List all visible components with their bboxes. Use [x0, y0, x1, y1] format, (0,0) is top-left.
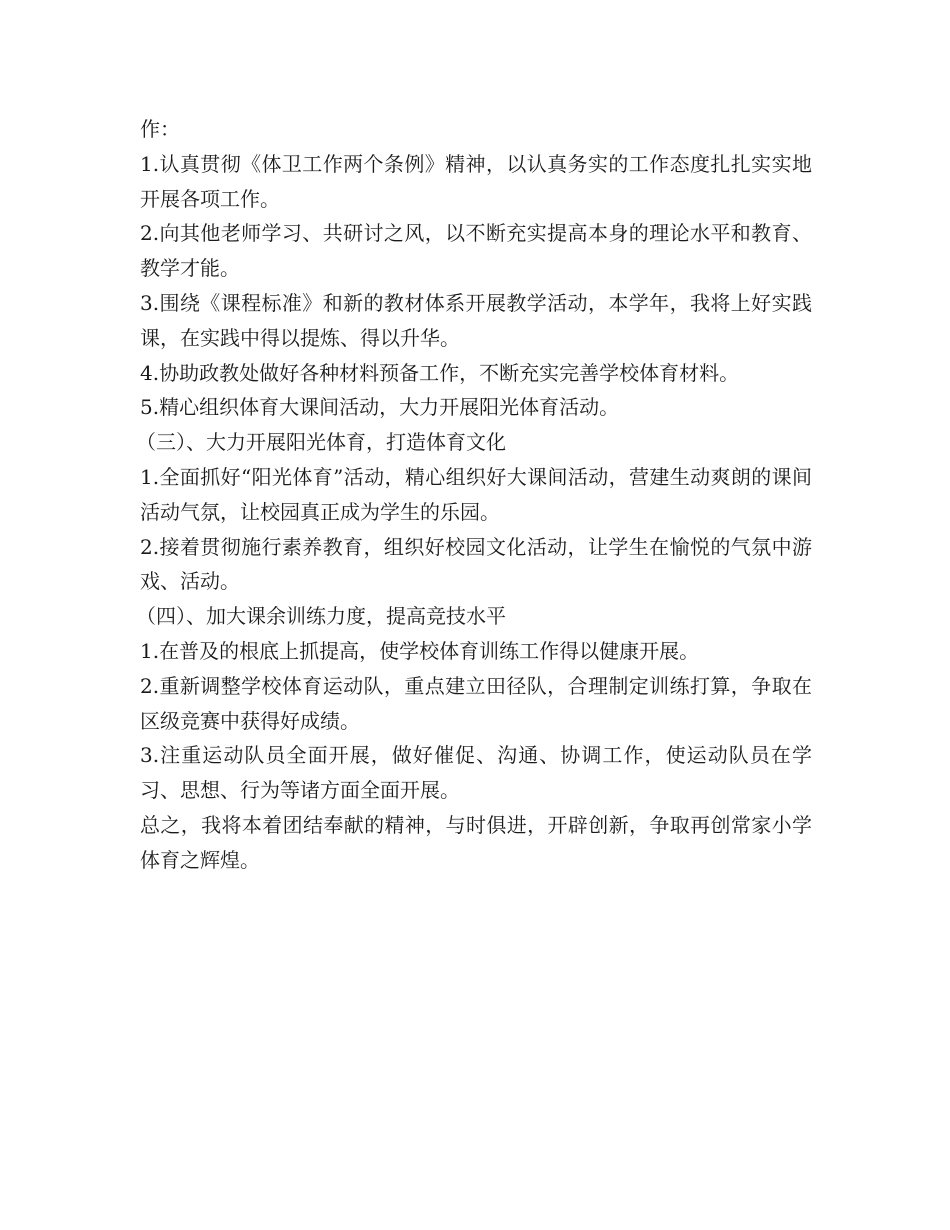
- paragraph-continuation: 作：: [140, 117, 180, 141]
- list-item: 2.接着贯彻施行素养教育，组织好校园文化活动，让学生在愉悦的气氛中游戏、活动。: [140, 534, 812, 594]
- list-item: 5.精心组织体育大课间活动，大力开展阳光体育活动。: [140, 395, 620, 420]
- conclusion-paragraph: 总之，我将本着团结奉献的精神，与时俱进，开辟创新，争取再创常家小学体育之辉煌。: [140, 812, 812, 872]
- list-item: 1.认真贯彻《体卫工作两个条例》精神，以认真务实的工作态度扎扎实实地开展各项工作。: [140, 151, 812, 211]
- list-item: 3.围绕《课程标准》和新的教材体系开展教学活动，本学年，我将上好实践课，在实践中得以提炼、得以升华。: [140, 290, 812, 350]
- document-body: [136, 112, 812, 878]
- list-item: 3.注重运动队员全面开展，做好催促、沟通、协调工作，使运动队员在学习、思想、行为等诸方面全面开展。: [140, 743, 812, 803]
- section-heading-4: （四）、加大课余训练力度，提高竞技水平: [136, 604, 506, 629]
- list-item: 1.在普及的根底上抓提高，使学校体育训练工作得以健康开展。: [140, 638, 700, 663]
- list-item: 1.全面抓好“阳光体育”活动，精心组织好大课间活动，营建生动爽朗的课间活动气氛，让校园真正成为学生的乐园。: [140, 464, 812, 524]
- section-heading-3: （三）、大力开展阳光体育，打造体育文化: [136, 430, 506, 455]
- list-item: 4.协助政教处做好各种材料预备工作，不断充实完善学校体育材料。: [140, 360, 740, 385]
- list-item: 2.向其他老师学习、共研讨之风，以不断充实提高本身的理论水平和教育、教学才能。: [140, 221, 812, 281]
- list-item: 2.重新调整学校体育运动队，重点建立田径队，合理制定训练打算，争取在区级竞赛中获得好成绩。: [140, 673, 812, 733]
